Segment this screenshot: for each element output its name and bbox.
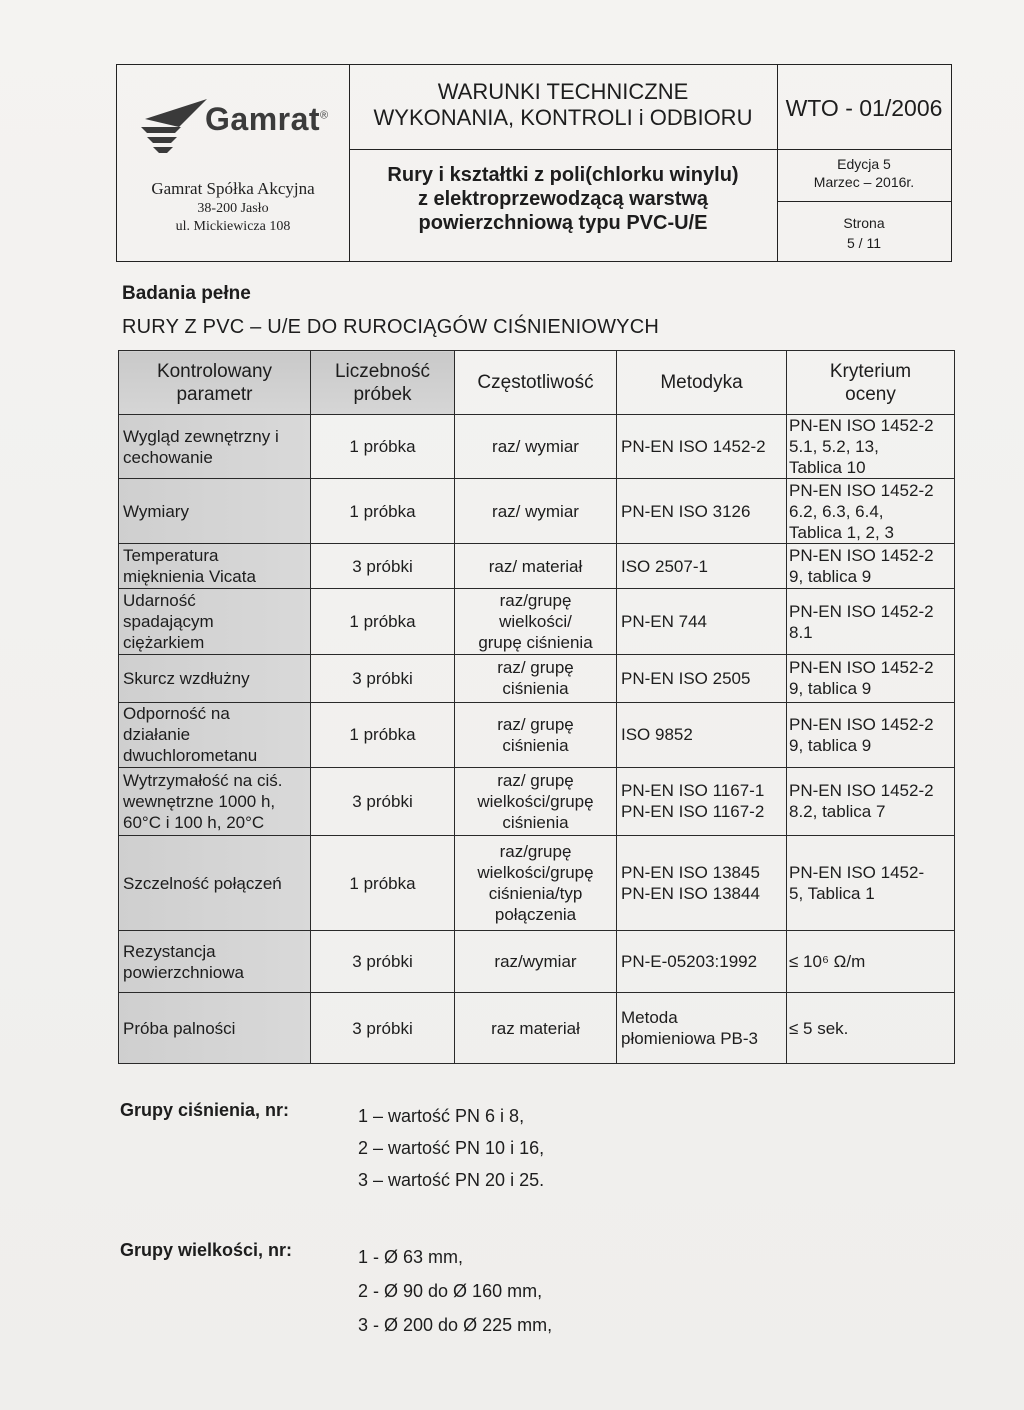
cell-line: wielkości/ <box>499 612 572 632</box>
frequency-cell <box>455 654 617 702</box>
method-cell <box>617 993 787 1064</box>
criterion-cell <box>787 415 955 479</box>
list-item: 1 - Ø 63 mm, <box>358 1247 464 1267</box>
cell-line: ciśnienia/typ <box>488 884 583 904</box>
document-subtitle: Rury i kształtki z poli(chlorku winylu) z elektroprzewodzącą warstwą powierzchniową typu PVC-U/E <box>387 164 739 234</box>
cell-line: 60°C i 100 h, 20°C <box>123 812 265 832</box>
cell-line: ciężarkiem <box>123 633 205 653</box>
cell-line: 9, tablica 9 <box>789 567 872 587</box>
cell-line: 8.1 <box>789 622 813 642</box>
table-row <box>119 654 955 702</box>
criterion-cell <box>787 993 955 1064</box>
cell-line: Szczelność połączeń <box>123 873 282 893</box>
cell-line: PN-EN ISO 1452-2 <box>789 658 934 678</box>
cell-line: powierzchniowa <box>123 962 244 982</box>
cell-line: PN-EN 744 <box>621 612 707 632</box>
cell-line: raz/ grupę <box>497 714 574 734</box>
cell-line: PN-EN ISO 13845 <box>621 863 760 883</box>
cell-line: ≤ 5 sek. <box>789 1018 849 1038</box>
table-row <box>119 993 955 1064</box>
document-title: WARUNKI TECHNICZNE WYKONANIA, KONTROLI i ODBIORU <box>373 79 753 130</box>
cell-line: Tablica 10 <box>789 458 866 478</box>
param-cell <box>119 589 311 655</box>
cell-line: Wytrzymałość na ciś. <box>123 770 283 790</box>
frequency-cell <box>455 543 617 588</box>
cell-line: Próba palności <box>123 1018 236 1038</box>
cell-line: PN-E-05203:1992 <box>621 952 758 972</box>
method-cell <box>617 703 787 767</box>
cell-line: Rezystancja <box>123 941 216 961</box>
frequency-cell <box>455 930 617 992</box>
cell-line: PN-EN ISO 1167-1 <box>621 781 765 801</box>
cell-line: 9, tablica 9 <box>789 735 872 755</box>
section-subtitle: RURY Z PVC – U/E DO RUROCIĄGÓW CIŚNIENIOWYCH <box>122 316 660 338</box>
table-row <box>119 930 955 992</box>
title-cell <box>349 65 778 261</box>
header-param: Kontrolowany parametr <box>119 351 311 415</box>
cell-line: raz/ materiał <box>488 556 583 576</box>
cell-line: raz/grupę <box>499 842 572 862</box>
cell-line: działanie <box>123 725 191 745</box>
method-cell <box>617 415 787 479</box>
cell-line: raz materiał <box>491 1018 580 1038</box>
param-cell <box>119 767 311 836</box>
cell-line: PN-EN ISO 1452-2 <box>789 781 934 801</box>
cell-line: PN-EN ISO 1452- <box>789 863 925 883</box>
cell-line: PN-EN ISO 2505 <box>621 668 751 688</box>
criterion-cell <box>787 836 955 931</box>
frequency-cell <box>455 589 617 655</box>
cell-line: raz/grupę <box>499 591 572 611</box>
table-row <box>119 415 955 479</box>
method-cell <box>617 767 787 836</box>
criterion-cell <box>787 589 955 655</box>
frequency-cell <box>455 836 617 931</box>
cell-line: raz/wymiar <box>494 952 577 972</box>
table-row <box>119 543 955 588</box>
count-cell: 3 próbki <box>311 993 455 1064</box>
cell-line: ISO 2507-1 <box>621 556 708 576</box>
edition-info: Edycja 5 Marzec – 2016r. <box>813 156 915 190</box>
list-item: 3 - Ø 200 do Ø 225 mm, <box>358 1315 553 1335</box>
method-cell <box>617 836 787 931</box>
count-cell: 1 próbka <box>311 836 455 931</box>
param-cell <box>119 993 311 1064</box>
param-cell <box>119 415 311 479</box>
param-cell <box>119 479 311 543</box>
cell-line: Wymiary <box>123 501 189 521</box>
criterion-cell <box>787 767 955 836</box>
company-street: ul. Mickiewicza 108 <box>175 219 291 234</box>
cell-line: wewnętrzne 1000 h, <box>123 791 276 811</box>
cell-line: cechowanie <box>123 447 213 467</box>
size-groups-label: Grupy wielkości, nr: <box>120 1240 293 1260</box>
cell-line: Tablica 1, 2, 3 <box>789 522 894 542</box>
pressure-groups-label: Grupy ciśnienia, nr: <box>120 1100 290 1120</box>
list-item: 2 – wartość PN 10 i 16, <box>358 1138 545 1158</box>
method-cell <box>617 654 787 702</box>
cell-line: Odporność na <box>123 704 230 724</box>
count-cell: 1 próbka <box>311 415 455 479</box>
cell-line: połączenia <box>494 905 577 925</box>
section-title: Badania pełne <box>122 283 251 304</box>
company-cell <box>117 65 350 261</box>
frequency-cell <box>455 993 617 1064</box>
criterion-cell <box>787 654 955 702</box>
cell-line: Skurcz wzdłużny <box>123 668 250 688</box>
cell-line: Wygląd zewnętrzny i <box>123 426 279 446</box>
cell-line: PN-EN ISO 1452-2 <box>789 416 934 436</box>
table-row <box>119 767 955 836</box>
param-cell <box>119 654 311 702</box>
cell-line: Udarność <box>123 591 196 611</box>
list-item: 1 – wartość PN 6 i 8, <box>358 1106 525 1126</box>
cell-line: ciśnienia <box>502 812 569 832</box>
table-row <box>119 589 955 655</box>
header-method: Metodyka <box>617 351 787 415</box>
cell-line: raz/ grupę <box>497 770 574 790</box>
cell-line: PN-EN ISO 13844 <box>621 884 760 904</box>
table-header-row <box>119 351 955 415</box>
document-code: WTO - 01/2006 <box>785 95 943 121</box>
cell-line: PN-EN ISO 1452-2 <box>789 714 934 734</box>
cell-line: 9, tablica 9 <box>789 679 872 699</box>
header-criterion: Kryterium oceny <box>787 351 955 415</box>
cell-line: 6.2, 6.3, 6.4, <box>789 501 884 521</box>
table-row <box>119 479 955 543</box>
cell-line: spadającym <box>123 612 214 632</box>
cell-line: ciśnienia <box>502 735 569 755</box>
cell-line: PN-EN ISO 1452-2 <box>789 480 934 500</box>
cell-line: ≤ 10⁶ Ω/m <box>789 952 866 972</box>
tests-table <box>118 350 955 1064</box>
cell-line: 5.1, 5.2, 13, <box>789 437 879 457</box>
param-cell <box>119 703 311 767</box>
header-frequency: Częstotliwość <box>455 351 617 415</box>
method-cell <box>617 589 787 655</box>
count-cell: 1 próbka <box>311 589 455 655</box>
cell-line: ciśnienia <box>502 679 569 699</box>
criterion-cell <box>787 930 955 992</box>
criterion-cell <box>787 703 955 767</box>
company-postcode: 38-200 Jasło <box>197 201 269 216</box>
cell-line: grupę ciśnienia <box>478 633 593 653</box>
list-item: 3 – wartość PN 20 i 25. <box>358 1170 545 1190</box>
document-header <box>116 64 952 262</box>
cell-line: płomieniowa PB-3 <box>621 1029 759 1049</box>
count-cell: 1 próbka <box>311 703 455 767</box>
frequency-cell <box>455 703 617 767</box>
logo-wordmark: Gamrat® <box>205 101 329 137</box>
cell-line: Metoda <box>621 1008 678 1028</box>
method-cell <box>617 930 787 992</box>
param-cell <box>119 930 311 992</box>
frequency-cell <box>455 415 617 479</box>
count-cell: 3 próbki <box>311 543 455 588</box>
cell-line: 5, Tablica 1 <box>789 884 875 904</box>
method-cell <box>617 543 787 588</box>
meta-cell <box>777 65 951 261</box>
cell-line: PN-EN ISO 1167-2 <box>621 802 765 822</box>
cell-line: raz/ wymiar <box>492 501 579 521</box>
param-cell <box>119 543 311 588</box>
cell-line: Temperatura <box>123 546 219 566</box>
frequency-cell <box>455 479 617 543</box>
table-row <box>119 703 955 767</box>
cell-line: dwuchlorometanu <box>123 746 258 766</box>
cell-line: 8.2, tablica 7 <box>789 802 886 822</box>
pressure-groups-list <box>358 1100 758 1196</box>
frequency-cell <box>455 767 617 836</box>
cell-line: PN-EN ISO 1452-2 <box>621 437 766 457</box>
header-count: Liczebność próbek <box>311 351 455 415</box>
cell-line: raz/ grupę <box>497 658 574 678</box>
cell-line: PN-EN ISO 1452-2 <box>789 601 934 621</box>
criterion-cell <box>787 543 955 588</box>
count-cell: 1 próbka <box>311 479 455 543</box>
cell-line: mięknienia Vicata <box>123 567 256 587</box>
cell-line: raz/ wymiar <box>492 437 579 457</box>
count-cell: 3 próbki <box>311 654 455 702</box>
company-name: Gamrat Spółka Akcyjna <box>151 179 315 198</box>
table-row <box>119 836 955 931</box>
cell-line: wielkości/grupę <box>477 791 594 811</box>
method-cell <box>617 479 787 543</box>
count-cell: 3 próbki <box>311 930 455 992</box>
list-item: 2 - Ø 90 do Ø 160 mm, <box>358 1281 543 1301</box>
cell-line: PN-EN ISO 1452-2 <box>789 546 934 566</box>
cell-line: ISO 9852 <box>621 725 693 745</box>
criterion-cell <box>787 479 955 543</box>
cell-line: PN-EN ISO 3126 <box>621 501 751 521</box>
param-cell <box>119 836 311 931</box>
page-number: Strona 5 / 11 <box>843 215 885 251</box>
cell-line: wielkości/grupę <box>477 863 594 883</box>
size-groups-list <box>358 1240 758 1342</box>
count-cell: 3 próbki <box>311 767 455 836</box>
